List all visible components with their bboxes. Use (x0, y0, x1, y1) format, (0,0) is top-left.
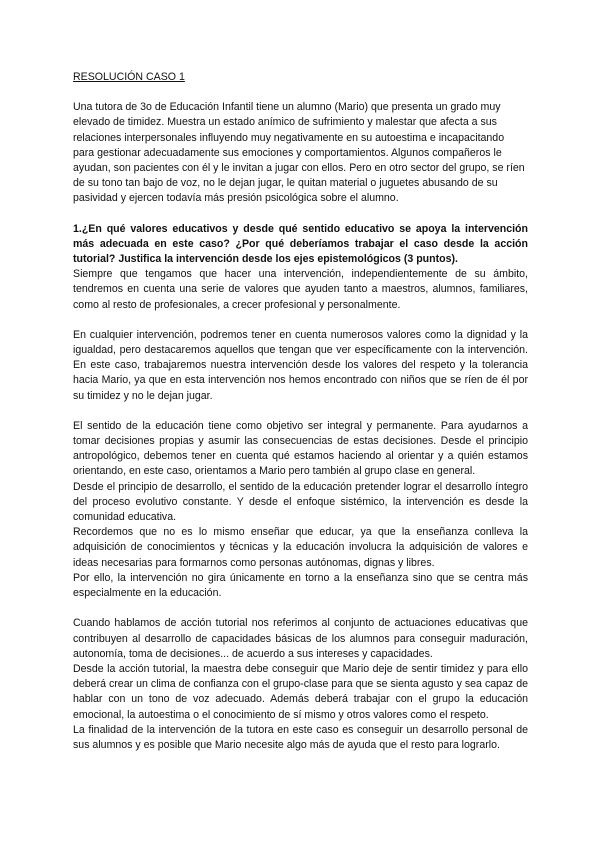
spacer (73, 404, 528, 419)
spacer (73, 601, 528, 616)
answer-paragraph-3d: Por ello, la intervención no gira únicamente en torno a la enseñanza sino que se centra más especialmente en la educación. (73, 571, 528, 600)
spacer (73, 207, 528, 222)
answer-paragraph-1: Siempre que tengamos que hacer una intervención, independientemente de su ámbito, tendremos en cuenta una serie de valores que ayuden tanto a maestros, alumnos, familiares, como al resto de profesionales, a crecer profesional y personalmente. (73, 268, 528, 311)
answer-paragraph-3a: El sentido de la educación tiene como objetivo ser integral y permanente. Para ayudarnos a tomar decisiones propias y asumir las consecuencias de estas decisiones. Desde el principio antropológico, debemos tener en cuenta qué estamos haciendo al orientar y a quién estamos orientando, en este caso, orientamos a Mario pero también al grupo clase en general. (73, 419, 528, 478)
answer-paragraph-4a: Cuando hablamos de acción tutorial nos referimos al conjunto de actuaciones educativas que contribuyen al desarrollo de capacidades básicas de los alumnos para conseguir maduración, autonomía, toma de decisiones... de acuerdo a sus intereses y capacidades. (73, 617, 528, 660)
question-1: 1.¿En qué valores educativos y desde qué sentido educativo se apoya la intervención más adecuada en este caso? ¿Por qué deberíamos trabajar el caso desde la acción tutorial? Justifica la intervención desde los ejes epistemológicos (3 puntos). (73, 222, 528, 266)
answer-paragraph-4b: Desde la acción tutorial, la maestra debe conseguir que Mario deje de sentir timidez y para ello deberá crear un clima de confianza con el grupo-clase para que se sienta agusto y sea capaz de hablar con un tono de voz adecuado. Además deberá trabajar con el grupo la educación emocional, la autoestima o el conocimiento de sí mismo y otros valores como el respeto. (73, 662, 528, 721)
spacer (73, 313, 528, 328)
document-content (73, 70, 528, 753)
document-title: RESOLUCIÓN CASO 1 (73, 71, 185, 83)
answer-paragraph-3c: Recordemos que no es lo mismo enseñar que educar, ya que la enseñanza conlleva la adquisición de conocimientos y técnicas y la educación involucra la adquisición de valores e ideas necesarias para formarnos como personas autónomas, dignas y libres. (73, 526, 528, 569)
answer-paragraph-4c: La finalidad de la intervención de la tutora en este caso es conseguir un desarrollo personal de sus alumnos y es posible que Mario necesite algo más de ayuda que el resto para lograrlo. (73, 723, 528, 751)
answer-paragraph-2: En cualquier intervención, podremos tener en cuenta numerosos valores como la dignidad y la igualdad, pero destacaremos aquellos que tengan que ver específicamente con la intervención. En este caso, trabajaremos nuestra intervención desde los valores del respeto y la tolerancia hacia Mario, ya que en esta intervención nos hemos encontrado con niños que se ríen de él por su timidez y no le dejan jugar. (73, 328, 528, 402)
case-description: Una tutora de 3o de Educación Infantil tiene un alumno (Mario) que presenta un grado muy elevado de timidez. Muestra un estado anímico de sufrimiento y malestar que afecta a sus relaciones interpersonales influyendo muy negativamente en su autoestima e incapacitando para gestionar adecuadamente sus emociones y comportamientos. Algunos compañeros le ayudan, son pacientes con él y le invitan a jugar con ellos. Pero en otro sector del grupo, se ríen de su tono tan bajo de voz, no le dejan jugar, le quitan material o juguetes abusando de su pasividad y ejercen todavía más presión psicológica sobre el alumno. (73, 101, 525, 205)
answer-paragraph-3b: Desde el principio de desarrollo, el sentido de la educación pretender lograr el desarrollo íntegro del proceso evolutivo constante. Y desde el enfoque sistémico, la intervención es desde la comunidad educativa. (73, 480, 528, 524)
